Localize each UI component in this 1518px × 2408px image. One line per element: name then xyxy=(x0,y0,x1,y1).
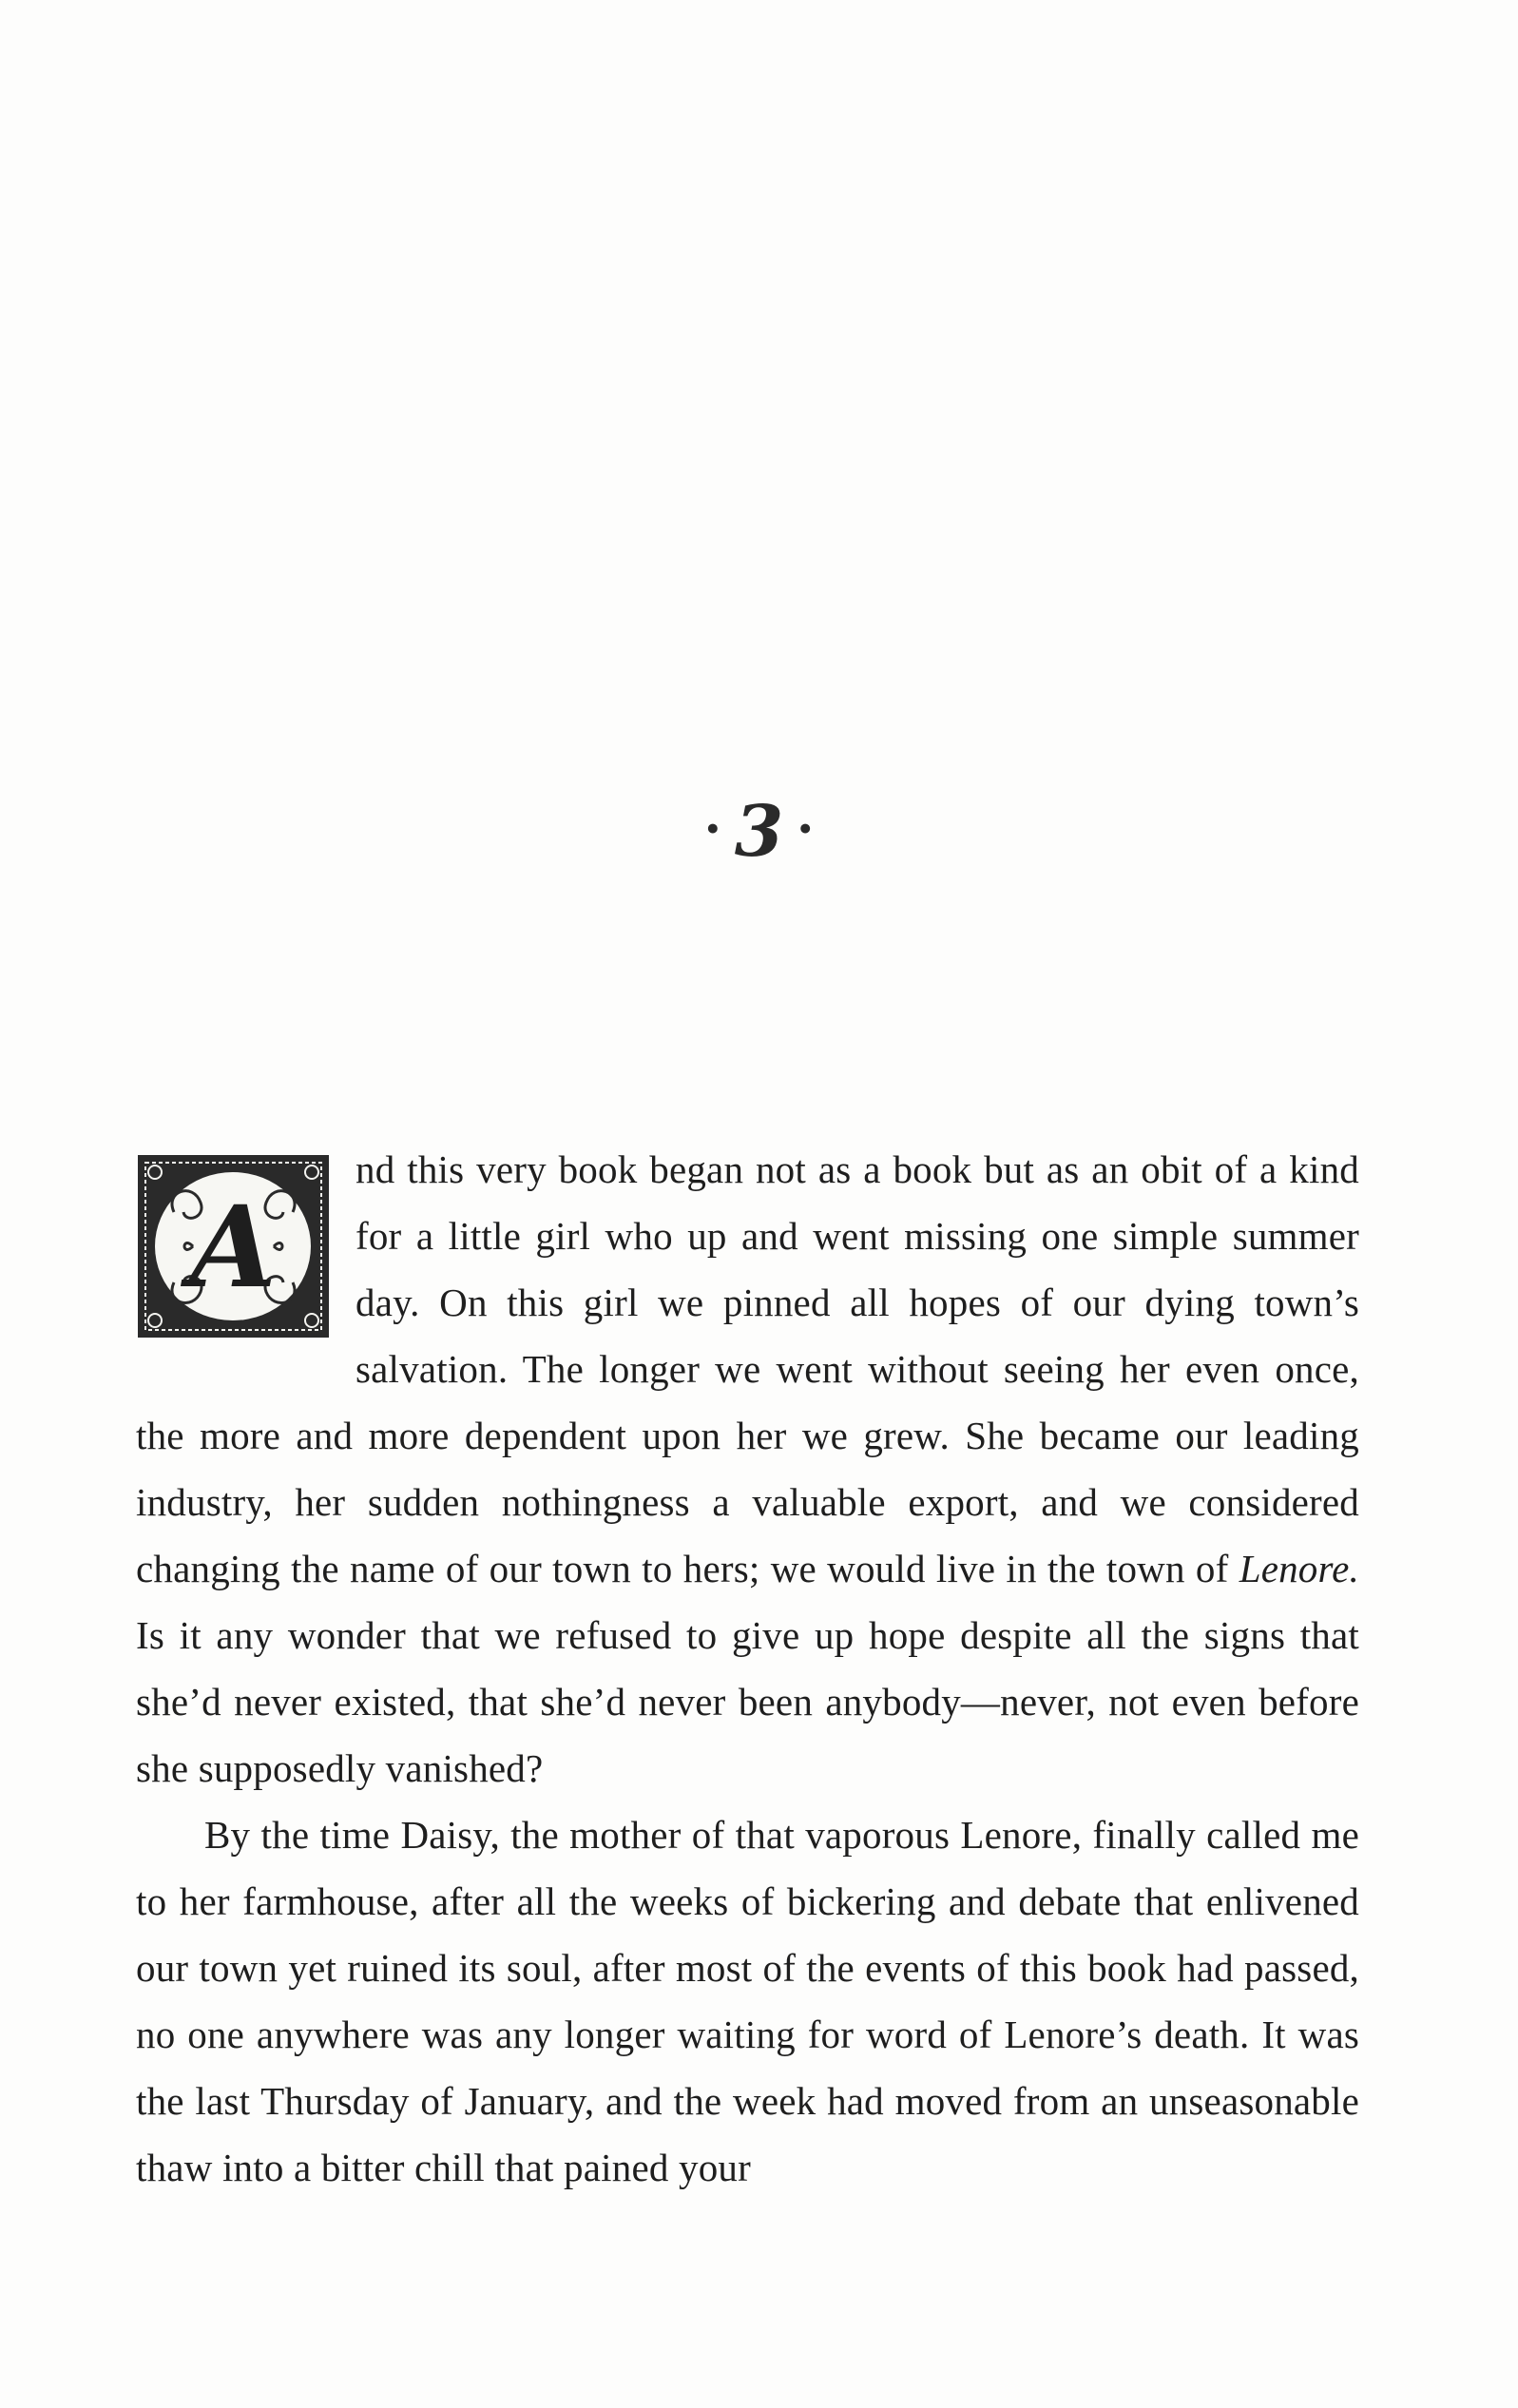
body-text xyxy=(136,1136,1359,2201)
chapter-ornament-left: • xyxy=(703,813,721,845)
paragraph-2: By the time Daisy, the mother of that vaporous Lenore, finally called me to her farmhouse, after all the weeks of bickering and debate that enlivened our town yet ruined its soul, after most of the events of this book had passed, no one anywhere was any longer waiting for word of Lenore’s death. It was the last Thursday of January, and the week had moved from an unseasonable thaw into a bitter chill that pained your xyxy=(136,1813,1359,2189)
chapter-number: 3 xyxy=(734,791,784,873)
paragraph-1 xyxy=(136,1136,1359,1801)
drop-cap-ornament xyxy=(136,1153,331,1339)
chapter-ornament-right: • xyxy=(797,813,815,845)
paragraph-1-italic-town-name: Lenore. xyxy=(1239,1547,1359,1590)
chapter-heading xyxy=(0,791,1518,873)
paragraph-1-text-start: nd this very book began not as a book but as an obit of a kind for a little girl who up and went missing one simple summer day. On this girl we pinned all hopes of our dying town’s salvation. The longer we went without seeing her even once, the more and more dependent upon her we grew. She became our leading industry, her sudden nothingness a valuable export, and we considered changing the name of our town to hers; we would live in the town of xyxy=(136,1147,1359,1590)
drop-cap-letter: A xyxy=(189,1181,277,1313)
paragraph-1-text-end: Is it any wonder that we refused to give up hope despite all the signs that she’d never existed, that she’d never been anybody—never, not even before she supposedly vanished? xyxy=(136,1613,1359,1790)
